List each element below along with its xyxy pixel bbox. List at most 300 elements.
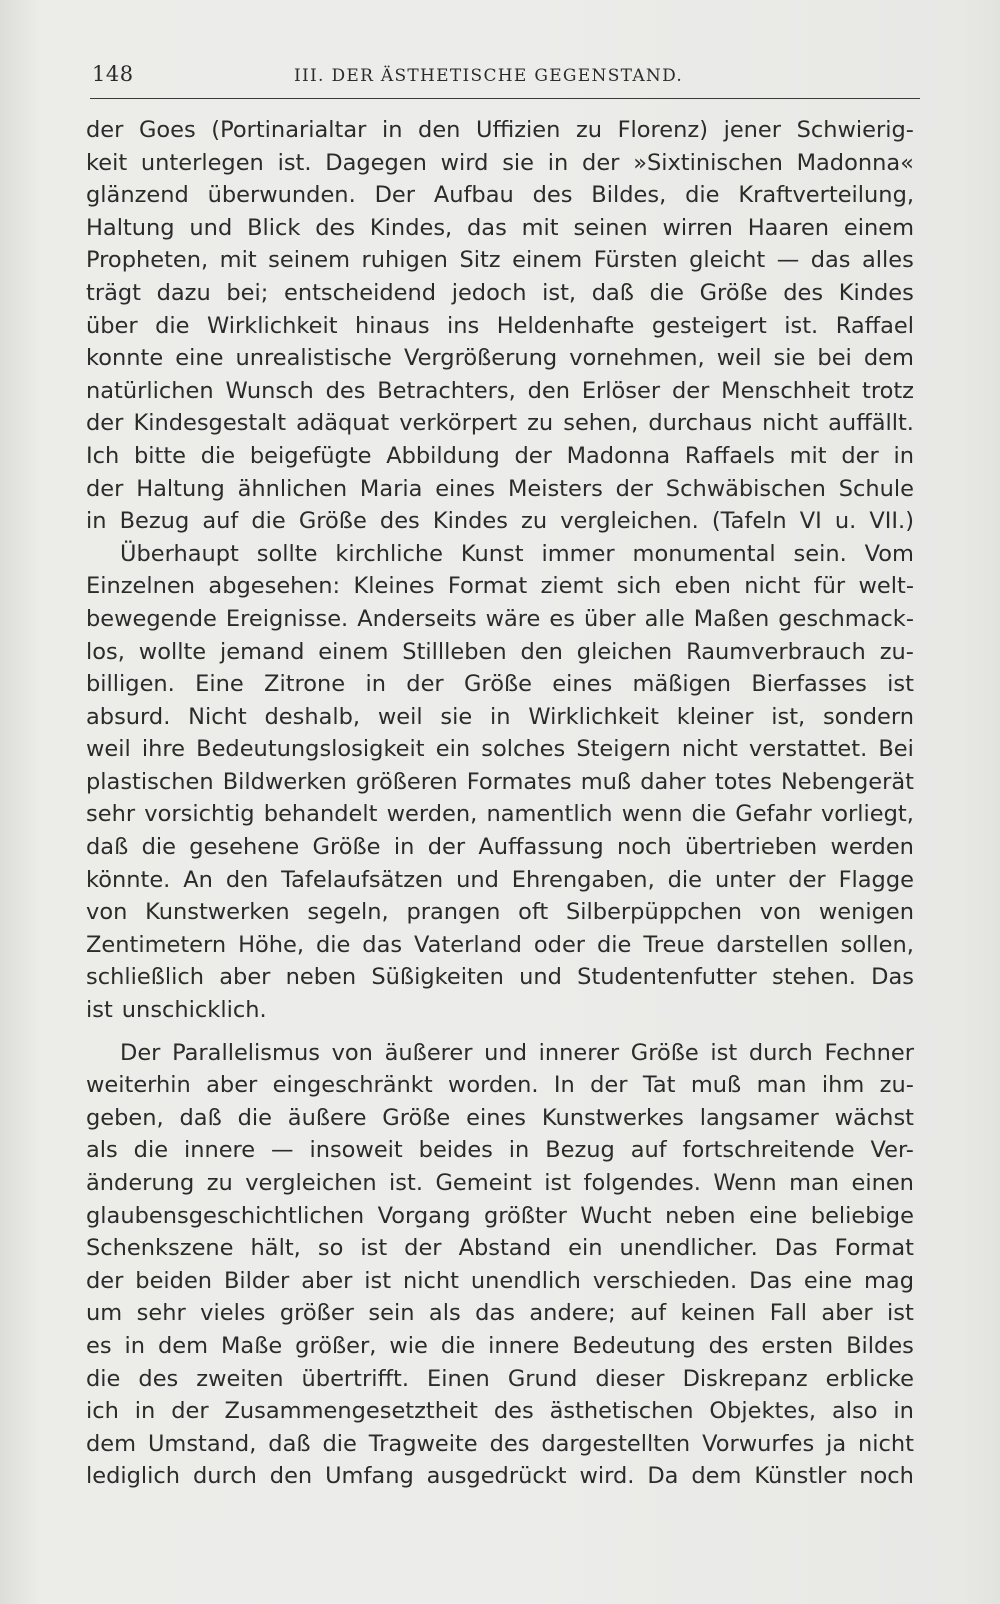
word: eine [175, 345, 224, 372]
word: zu [575, 117, 603, 143]
word: »Sixtinischen [633, 149, 783, 176]
word: ihre [141, 736, 186, 763]
word: Bezug [119, 508, 190, 535]
word: weil [716, 345, 762, 372]
word: das [362, 931, 403, 958]
word: ist [887, 1300, 914, 1327]
word: vorliegt, [820, 801, 914, 828]
word: zu [527, 410, 554, 437]
word: beides [418, 1137, 493, 1164]
text-line [86, 505, 914, 538]
text-line [86, 994, 914, 1027]
word: Kraftverteilung, [738, 182, 914, 209]
word: ist, [771, 703, 806, 730]
word: noch [616, 834, 672, 861]
word: der [86, 117, 124, 143]
word: Diskrepanz [682, 1365, 808, 1392]
word: Bildwerken [222, 768, 347, 795]
word: unrealistische [235, 345, 392, 372]
word: dem [158, 1332, 209, 1359]
word: in [547, 149, 569, 176]
word: Größe [298, 508, 367, 535]
word: Abbildung [386, 442, 500, 469]
text-line [86, 179, 914, 212]
word: Abstand [458, 1235, 552, 1262]
word: vorsichtig [144, 801, 255, 828]
text-line [86, 147, 914, 180]
word: insoweit [309, 1137, 403, 1164]
word: auf [202, 508, 239, 535]
word: wäre [485, 605, 541, 632]
word: des [315, 214, 356, 241]
word: so [317, 1235, 344, 1262]
word: Heldenhafte [496, 312, 635, 339]
word: jener [723, 117, 782, 143]
word: unschicklich. [121, 997, 267, 1024]
word: um [86, 1300, 123, 1327]
word: unendlich [470, 1267, 581, 1294]
text-line [86, 212, 914, 245]
word: alle [644, 605, 685, 632]
word: einem [843, 214, 914, 241]
word: Raffaels [684, 442, 775, 469]
word: prangen [406, 899, 501, 926]
word: Künstler [754, 1463, 847, 1490]
word: die [200, 442, 236, 469]
word: die [251, 508, 286, 535]
word: lediglich [86, 1463, 181, 1490]
word: mäßigen [632, 671, 732, 698]
word: Ich [86, 442, 120, 469]
word: Formates [466, 768, 572, 795]
word: ist, [542, 279, 577, 306]
word: entscheidend [284, 279, 437, 306]
body-text [86, 114, 914, 1493]
word: Überhaupt [120, 540, 239, 567]
running-head [92, 62, 918, 96]
word: ähnlichen [237, 475, 348, 502]
word: alles [862, 247, 914, 274]
word: VI [799, 508, 822, 535]
word: Größe [382, 1104, 451, 1131]
word: in [893, 442, 914, 469]
word: durch [192, 1463, 257, 1490]
word: sehr [136, 1300, 186, 1327]
word: ein [568, 1235, 603, 1262]
word: bitte [134, 442, 187, 469]
word: des [489, 1430, 530, 1457]
word: des [138, 1365, 179, 1392]
word: in [893, 1398, 914, 1425]
word: Zusammengesetztheit [224, 1398, 478, 1425]
word: vergleichen. [560, 508, 699, 535]
word: unterlegen [140, 149, 264, 176]
word: Wirklichkeit [206, 312, 338, 339]
word: folgendes. [583, 1170, 701, 1196]
word: der [86, 410, 124, 437]
word: Vorwurfes [702, 1430, 815, 1457]
word: Haaren [747, 214, 830, 241]
word: dazu [156, 279, 211, 306]
word: die [691, 801, 727, 828]
word: solches [481, 736, 566, 763]
word: einem [318, 638, 389, 665]
text-line [86, 1265, 914, 1298]
word: adäquat [296, 410, 390, 437]
word: neben [285, 964, 357, 991]
word: und [519, 964, 562, 991]
word: daher [640, 768, 706, 795]
word: größer, [295, 1332, 377, 1359]
word: ersten [761, 1332, 834, 1359]
word: VII.) [869, 508, 914, 535]
word: namentlich [486, 801, 613, 828]
word: Schenkszene [86, 1235, 234, 1262]
word: bei; [226, 279, 269, 306]
word: wächst [834, 1104, 914, 1131]
word: Treue [643, 931, 705, 958]
word: nicht [681, 736, 738, 763]
word: sie [502, 149, 535, 176]
word: welt- [858, 573, 914, 600]
word: größeren [355, 768, 458, 795]
word: eines [466, 1104, 527, 1131]
word: unendlicher. [619, 1235, 758, 1262]
word: muß [690, 1072, 742, 1099]
word: Zitrone [264, 671, 346, 698]
word: immer [541, 540, 615, 567]
word: Vaterland [414, 931, 522, 958]
word: in [365, 671, 386, 698]
word: geschmack- [778, 605, 914, 632]
word: dargestellten [541, 1430, 691, 1457]
word: aber [821, 1300, 873, 1327]
word: und [484, 1039, 527, 1066]
word: sehr [86, 801, 136, 828]
word: daß [591, 279, 634, 306]
word: auf [630, 1300, 667, 1327]
text-line [86, 896, 914, 929]
word: zu [521, 508, 548, 535]
word: sie [440, 703, 473, 730]
text-line [86, 636, 914, 669]
word: das [810, 247, 851, 274]
word: natürlichen [86, 377, 214, 404]
word: oder [533, 931, 586, 958]
word: Blick [247, 214, 301, 241]
word: Da [647, 1463, 679, 1490]
word: zu- [879, 638, 914, 665]
word: über [583, 605, 636, 632]
text-line [86, 1069, 914, 1102]
word: werden [830, 834, 914, 861]
word: der [86, 475, 124, 502]
text-line [86, 1297, 914, 1330]
word: Bilder [223, 1267, 290, 1294]
word: oft [518, 899, 549, 926]
word: aber [301, 1267, 353, 1294]
word: beliebige [810, 1202, 914, 1229]
word: innere [183, 1137, 256, 1164]
word: des [325, 377, 366, 404]
word: nicht [402, 1267, 459, 1294]
word: jedoch [451, 279, 527, 306]
text-line [86, 1232, 914, 1265]
word: jemand [220, 638, 305, 665]
word: Maria [359, 475, 423, 502]
word: monumental [632, 540, 776, 567]
word: der [671, 377, 710, 404]
word: größter [484, 1202, 567, 1229]
word: Auffassung [478, 834, 604, 861]
word: deshalb, [264, 703, 361, 730]
word: es [86, 1332, 112, 1359]
word: stehen. [772, 964, 856, 991]
word: Raumverbrauch [686, 638, 866, 665]
word: In [553, 1072, 575, 1099]
word: Fechner [824, 1039, 914, 1066]
word: gesehene [189, 834, 300, 861]
word: Wucht [580, 1202, 652, 1229]
word: sollte [256, 540, 318, 567]
word: eingeschränkt [272, 1072, 433, 1099]
word: sein [368, 1300, 415, 1327]
word: ist. [784, 312, 819, 339]
word: von [331, 1039, 373, 1066]
word: Nicht [188, 703, 247, 730]
word: Größe [630, 1039, 699, 1066]
word: der [427, 834, 466, 861]
word: den [418, 117, 461, 143]
word: weil [377, 703, 423, 730]
word: (Tafeln [711, 508, 787, 535]
word: Haltung [86, 214, 175, 241]
word: segeln, [307, 899, 389, 926]
word: die [86, 1365, 121, 1392]
word: Der [374, 182, 415, 209]
text-line [86, 473, 914, 506]
word: An [183, 866, 213, 893]
word: könnte. [86, 866, 171, 893]
word: Madonna [566, 442, 671, 469]
word: Ehrengaben, [511, 866, 655, 893]
word: glaubensgeschichtlichen [86, 1202, 365, 1229]
text-line [86, 831, 914, 864]
word: Das [871, 964, 914, 991]
text-line [86, 407, 914, 440]
word: vornehmen, [569, 345, 705, 372]
word: man [789, 1170, 840, 1196]
word: Kindesgestalt [133, 410, 287, 437]
word: Goes [138, 117, 196, 143]
word: es [549, 605, 575, 632]
word: Dagegen [325, 149, 427, 176]
word: der [590, 1072, 628, 1099]
word: Kindes [838, 279, 914, 306]
word: Vorgang [377, 1202, 471, 1229]
word: die [315, 931, 351, 958]
text-line [86, 798, 914, 831]
word: wenn [621, 801, 683, 828]
text-line [86, 1428, 914, 1461]
word: der [615, 475, 653, 502]
word: Schwäbischen [665, 475, 826, 502]
word: beigefügte [249, 442, 372, 469]
word: den [520, 638, 563, 665]
word: eines [435, 475, 496, 502]
word: sondern [823, 703, 914, 730]
word: zweiten [196, 1365, 284, 1392]
text-line [86, 310, 914, 343]
text-line [86, 375, 914, 408]
word: in [381, 117, 403, 143]
word: nicht [858, 1430, 914, 1457]
word: wird. [579, 1463, 635, 1490]
word: einen [851, 1170, 914, 1196]
word: kleiner [676, 703, 754, 730]
word: Vom [864, 540, 914, 567]
word: gesteigert [651, 312, 767, 339]
word: Umfang [325, 1463, 414, 1490]
word: sollen, [840, 931, 914, 958]
word: sie [773, 345, 806, 372]
word: Zentimetern [86, 931, 227, 958]
word: ich [86, 1398, 119, 1425]
word: gleichen [576, 638, 673, 665]
word: das [467, 214, 507, 241]
word: Maße [221, 1332, 283, 1359]
word: der [788, 866, 826, 893]
text-line [86, 864, 914, 897]
text-line [86, 1037, 914, 1070]
word: Madonna« [796, 149, 914, 176]
text-line [86, 570, 914, 603]
word: Bedeutung [572, 1332, 696, 1359]
word: äußere [287, 1104, 367, 1131]
word: Ver- [870, 1137, 914, 1164]
text-line [86, 1363, 914, 1396]
word: ein [435, 736, 471, 763]
word: über [86, 312, 138, 339]
word: mit [521, 214, 559, 241]
word: worden. [447, 1072, 539, 1099]
word: Wirklichkeit [528, 703, 659, 730]
text-line [86, 1395, 914, 1428]
word: in [86, 508, 107, 535]
word: ist [364, 1267, 392, 1294]
word: Bierfasses [751, 671, 867, 698]
text-line [86, 538, 914, 571]
word: wie [389, 1332, 428, 1359]
word: also [831, 1398, 878, 1425]
word: Süßigkeiten [371, 964, 504, 991]
word: Größe [312, 834, 381, 861]
word: des [783, 279, 824, 306]
word: die [237, 1104, 272, 1131]
word: von [86, 899, 128, 926]
word: als [428, 1300, 461, 1327]
word: Grund [507, 1365, 578, 1392]
word: Studentenfutter [577, 964, 757, 991]
word: Das [749, 1267, 792, 1294]
word: ist. [389, 1170, 423, 1196]
word: sehen, [563, 410, 639, 437]
word: den [269, 1463, 313, 1490]
word: kirchliche [335, 540, 443, 567]
word: sein. [793, 540, 847, 567]
word: Größe [699, 279, 768, 306]
word: ihm [821, 1072, 865, 1099]
word: weiterhin [86, 1072, 191, 1099]
word: Schwierig- [796, 117, 914, 143]
word: unter [714, 866, 776, 893]
word: den [527, 377, 571, 404]
word: bewegende [86, 605, 217, 632]
text-line [86, 929, 914, 962]
word: Haltung [136, 475, 225, 502]
word: der [171, 1398, 209, 1425]
text-line [86, 244, 914, 277]
word: Parallelismus [172, 1039, 320, 1066]
word: Florenz) [617, 117, 708, 143]
word: hinaus [355, 312, 430, 339]
word: als [86, 1137, 118, 1164]
text-line [86, 701, 914, 734]
word: geben, [86, 1104, 164, 1131]
word: Kunst [460, 540, 524, 567]
word: mag [863, 1267, 914, 1294]
word: hält, [250, 1235, 301, 1262]
word: Maßen [693, 605, 770, 632]
word: langsamer [699, 1104, 819, 1131]
word: in [490, 703, 511, 730]
text-line [86, 766, 914, 799]
word: seinen [573, 214, 648, 241]
word: Wunsch [225, 377, 314, 404]
word: änderung [86, 1170, 195, 1196]
word: in [508, 1137, 530, 1164]
word: dem [691, 1463, 742, 1490]
word: ziemt [540, 573, 604, 600]
word: Höhe, [238, 931, 305, 958]
text-line [86, 1200, 914, 1233]
word: Schule [838, 475, 914, 502]
word: ist [544, 1170, 572, 1196]
word: abgesehen: [208, 573, 341, 600]
word: Bezug [545, 1137, 615, 1164]
word: absurd. [86, 703, 171, 730]
word: (Portinarialtar [211, 117, 367, 143]
word: bei [817, 345, 852, 372]
word: des [379, 508, 420, 535]
text-line [86, 1330, 914, 1363]
word: glänzend [86, 182, 189, 209]
text-line [86, 961, 914, 994]
word: des [493, 1398, 534, 1425]
word: ist [360, 1235, 388, 1262]
word: mit [219, 247, 257, 274]
word: Format [834, 1235, 914, 1262]
word: den [225, 866, 269, 893]
word: ausgedrückt [426, 1463, 567, 1490]
word: Größe [464, 671, 532, 698]
word: Objektes, [709, 1398, 817, 1425]
word: daß [268, 1430, 311, 1457]
text-line [86, 1167, 914, 1200]
text-line [86, 668, 914, 701]
word: überwunden. [207, 182, 356, 209]
word: Fürsten [593, 247, 678, 274]
